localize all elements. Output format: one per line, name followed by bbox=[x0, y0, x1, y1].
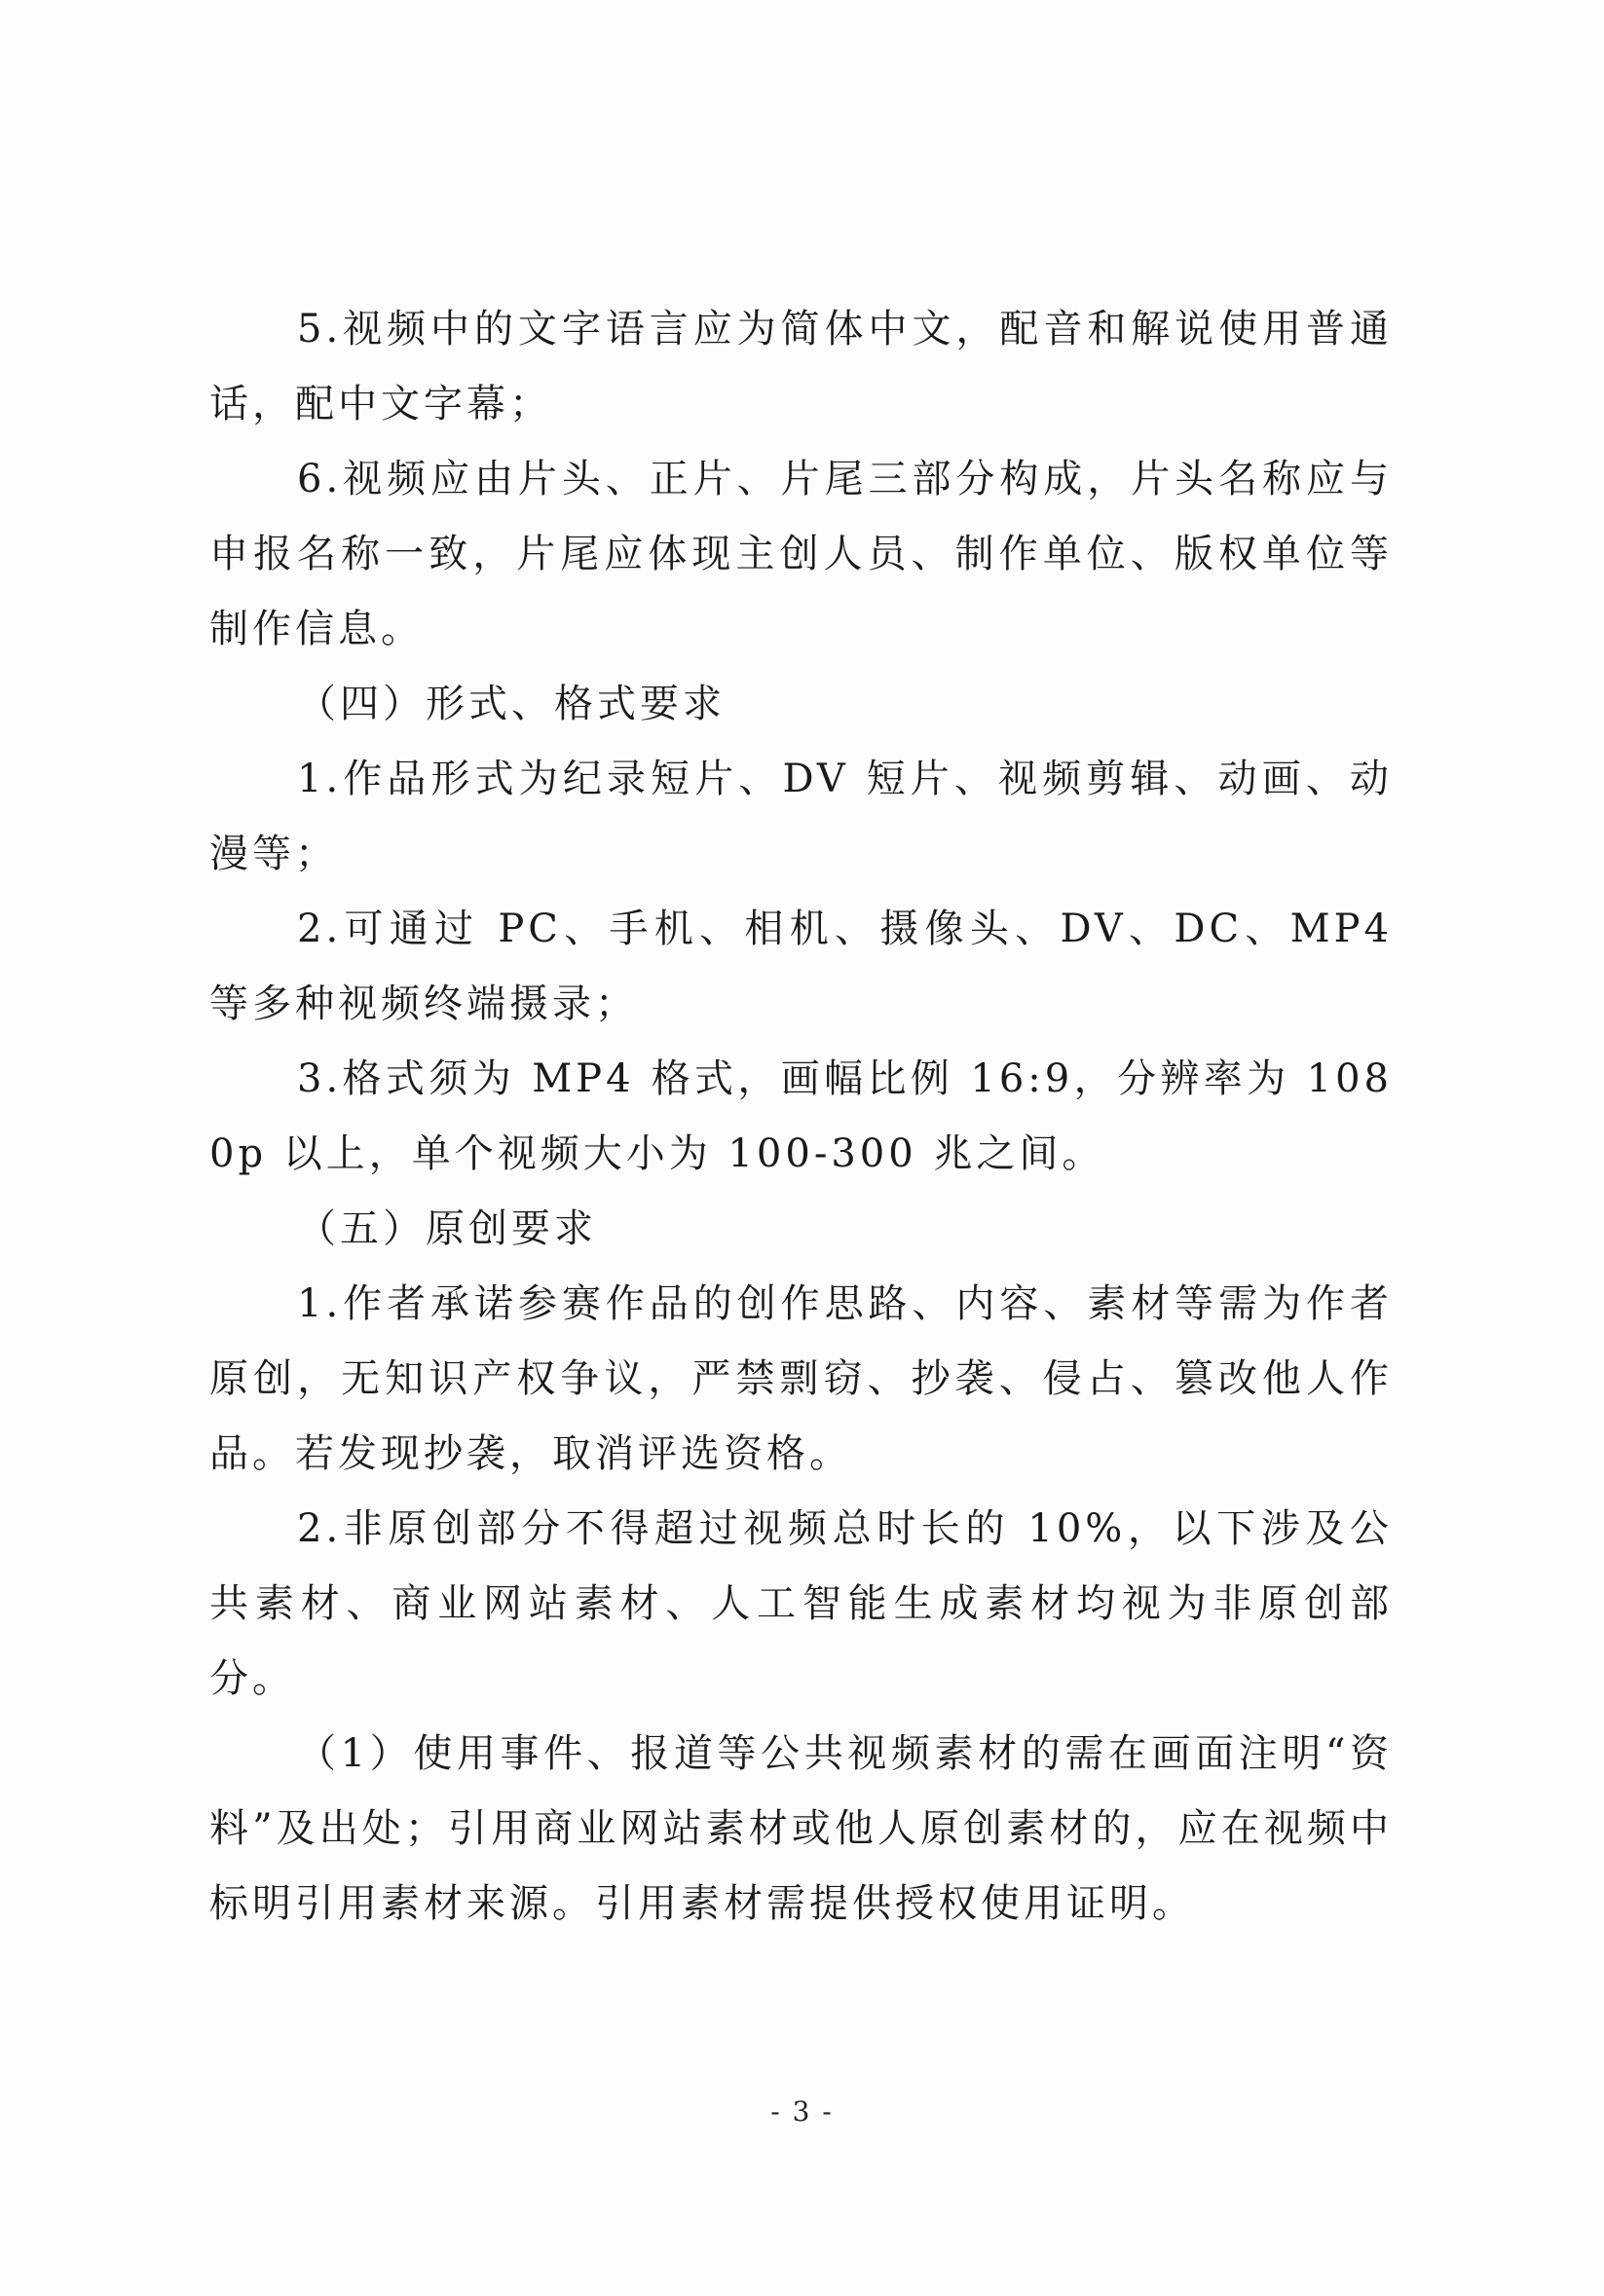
section-heading-format: （四）形式、格式要求 bbox=[297, 682, 726, 726]
format-item-1: 1.作品形式为纪录短片、DV 短片、视频剪辑、动画、动漫等； bbox=[209, 757, 1393, 876]
page-number: - 3 - bbox=[770, 2095, 834, 2128]
format-item-2: 2.可通过 PC、手机、相机、摄像头、DV、DC、MP4 等多种视频终端摄录； bbox=[209, 907, 1393, 1026]
document-body bbox=[209, 292, 1393, 1942]
format-item-3: 3.格式须为 MP4 格式，画幅比例 16:9，分辨率为 1080p 以上，单个视频大小为 100-300 兆之间。 bbox=[209, 1056, 1393, 1176]
paragraph-item-6: 6.视频应由片头、正片、片尾三部分构成，片头名称应与申报名称一致，片尾应体现主创人员、制作单位、版权单位等制作信息。 bbox=[209, 457, 1393, 651]
paragraph-item-5: 5.视频中的文字语言应为简体中文，配音和解说使用普通话，配中文字幕； bbox=[209, 307, 1393, 426]
originality-item-2: 2.非原创部分不得超过视频总时长的 10%，以下涉及公共素材、商业网站素材、人工智能生成素材均视为非原创部分。 bbox=[209, 1506, 1393, 1701]
originality-item-1: 1.作者承诺参赛作品的创作思路、内容、素材等需为作者原创，无知识产权争议，严禁剽窃、抄袭、侵占、篡改他人作品。若发现抄袭，取消评选资格。 bbox=[209, 1281, 1393, 1476]
originality-subitem-1: （1）使用事件、报道等公共视频素材的需在画面注明“资料”及出处；引用商业网站素材或他人原创素材的，应在视频中标明引用素材来源。引用素材需提供授权使用证明。 bbox=[209, 1731, 1393, 1926]
section-heading-originality: （五）原创要求 bbox=[297, 1206, 597, 1251]
